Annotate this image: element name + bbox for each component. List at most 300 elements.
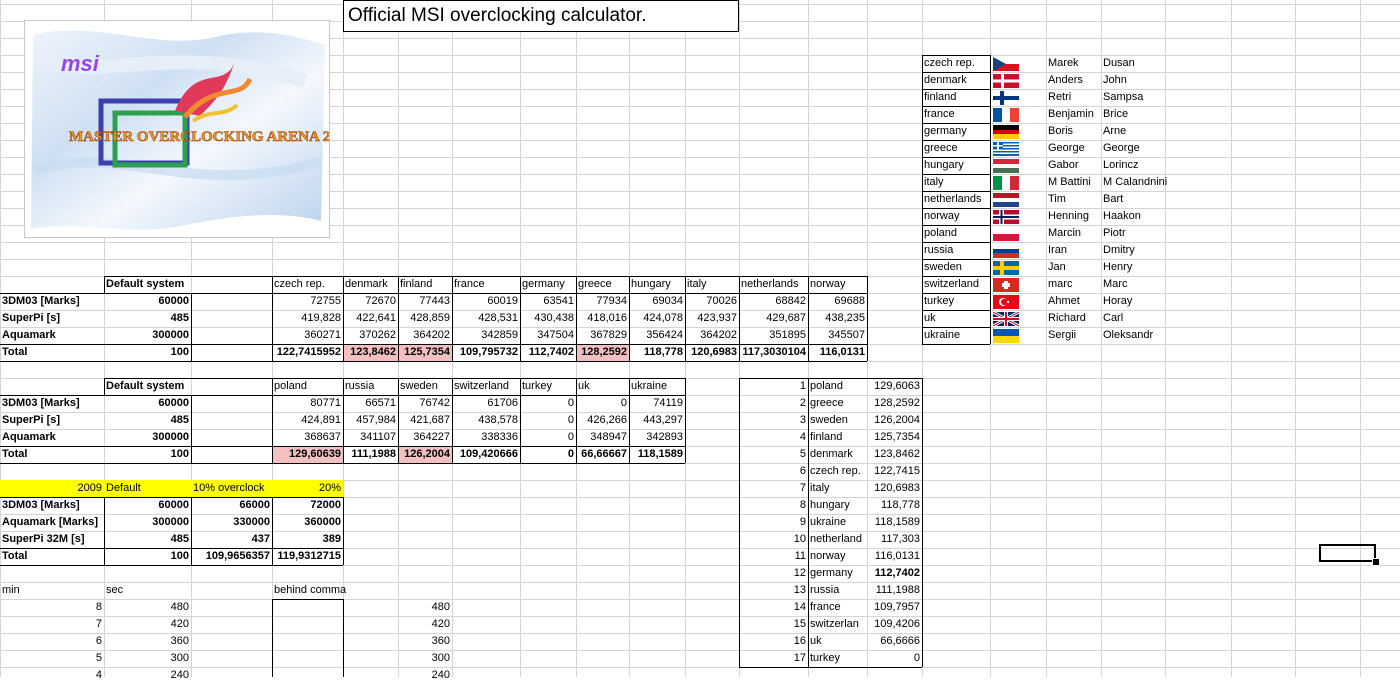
- ranking-position[interactable]: 4: [799, 431, 806, 443]
- table2-default-value[interactable]: 300000: [152, 431, 189, 443]
- ranking-score[interactable]: 111,1988: [875, 584, 920, 596]
- poland-flag-icon: [993, 227, 1019, 241]
- table-border: [272, 497, 273, 565]
- teams-border: [922, 55, 923, 344]
- team-member-2[interactable]: Dusan: [1103, 57, 1135, 69]
- table-border: [104, 378, 105, 395]
- ranking-country[interactable]: denmark: [810, 448, 853, 460]
- table1-value[interactable]: 69034: [652, 295, 683, 307]
- table1-row-label[interactable]: Total: [2, 346, 28, 358]
- team-member-2[interactable]: Carl: [1103, 312, 1124, 324]
- ranking-position[interactable]: 5: [799, 448, 806, 460]
- table2-row-label[interactable]: SuperPi [s]: [2, 414, 61, 426]
- team-country[interactable]: uk: [924, 312, 936, 324]
- table1-value[interactable]: 68842: [775, 295, 806, 307]
- ranking-position[interactable]: 7: [799, 482, 806, 494]
- table1-header-default[interactable]: Default system: [106, 278, 185, 290]
- team-country[interactable]: denmark: [924, 74, 967, 86]
- time-min-value[interactable]: 7: [95, 618, 102, 630]
- team-member-1[interactable]: Anders: [1048, 74, 1083, 86]
- team-member-1[interactable]: Boris: [1048, 125, 1074, 137]
- time-header-min[interactable]: min: [2, 584, 20, 596]
- table-border: [191, 293, 192, 361]
- ranking-score[interactable]: 117,303: [881, 533, 920, 545]
- ranking-score[interactable]: 109,4206: [874, 618, 920, 630]
- ranking-border: [808, 378, 809, 667]
- table1-value[interactable]: 77443: [419, 295, 450, 307]
- table3-row-label[interactable]: Total: [2, 550, 28, 562]
- ranking-border: [739, 378, 922, 379]
- table-border: [520, 378, 521, 463]
- time-header-sec[interactable]: sec: [106, 584, 124, 596]
- team-member-1[interactable]: Iran: [1048, 244, 1067, 256]
- table2-value[interactable]: 118,1589: [637, 448, 683, 460]
- table1-value[interactable]: 419,828: [301, 312, 341, 324]
- time-right-value[interactable]: 420: [431, 618, 450, 630]
- table2-value[interactable]: 342893: [646, 431, 683, 443]
- ranking-country[interactable]: hungary: [810, 499, 850, 511]
- table1-header-country[interactable]: finland: [400, 278, 433, 290]
- table2-value[interactable]: 0: [567, 431, 574, 443]
- ranking-position[interactable]: 12: [793, 567, 806, 579]
- table-border: [0, 548, 343, 549]
- table3-row-label[interactable]: 3DM03 [Marks]: [2, 499, 80, 511]
- teams-border: [922, 140, 990, 141]
- table3-value[interactable]: 100: [170, 550, 189, 562]
- teams-border: [922, 157, 990, 158]
- ranking-score[interactable]: 0: [913, 652, 920, 664]
- table-border: [398, 378, 399, 463]
- russia-flag-icon: [993, 244, 1019, 258]
- time-header-behind-comma[interactable]: behind comma: [274, 584, 347, 596]
- team-member-1[interactable]: Tim: [1048, 193, 1066, 205]
- team-member-1[interactable]: Retri: [1048, 91, 1072, 103]
- hungary-flag-icon: [993, 159, 1019, 173]
- table2-value[interactable]: 61706: [487, 397, 518, 409]
- time-right-value[interactable]: 480: [431, 601, 450, 613]
- fill-handle[interactable]: [1372, 558, 1380, 566]
- table1-value[interactable]: 117,3030104: [742, 346, 806, 358]
- table2-default-value[interactable]: 100: [170, 448, 189, 460]
- table1-default-value[interactable]: 100: [170, 346, 189, 358]
- netherlands-flag-icon: [993, 193, 1019, 207]
- team-member-1[interactable]: Henning: [1048, 210, 1089, 222]
- table1-header-country[interactable]: germany: [522, 278, 565, 290]
- table1-value[interactable]: 360271: [304, 329, 341, 341]
- table2-row-label[interactable]: Aquamark: [2, 431, 56, 443]
- table1-value[interactable]: 77934: [596, 295, 627, 307]
- table-border: [576, 378, 577, 463]
- table-border: [343, 378, 344, 463]
- table3-header-10[interactable]: 10% overclock: [191, 480, 272, 497]
- table1-value[interactable]: 112,7402: [528, 346, 574, 358]
- table1-value[interactable]: 424,078: [643, 312, 683, 324]
- teams-border: [922, 106, 990, 107]
- table1-row-label[interactable]: 3DM03 [Marks]: [2, 295, 80, 307]
- team-country[interactable]: czech rep.: [924, 57, 975, 69]
- table3-value[interactable]: 389: [322, 533, 341, 545]
- table2-header-country[interactable]: switzerland: [454, 380, 510, 392]
- table3-value[interactable]: 60000: [158, 499, 189, 511]
- table2-value[interactable]: 109,420666: [459, 448, 518, 460]
- table1-value[interactable]: 356424: [646, 329, 683, 341]
- table1-value[interactable]: 423,937: [697, 312, 737, 324]
- time-right-value[interactable]: 240: [431, 669, 450, 681]
- ranking-country[interactable]: poland: [810, 380, 844, 392]
- table2-value[interactable]: 338336: [481, 431, 518, 443]
- table1-value[interactable]: 438,235: [825, 312, 865, 324]
- table2-value[interactable]: 443,297: [643, 414, 683, 426]
- teams-border: [922, 293, 990, 294]
- ranking-score[interactable]: 128,2592: [874, 397, 920, 409]
- team-country[interactable]: turkey: [924, 295, 954, 307]
- team-member-2[interactable]: John: [1103, 74, 1127, 86]
- table2-row-label[interactable]: Total: [2, 448, 28, 460]
- table1-value[interactable]: 69688: [834, 295, 865, 307]
- table2-default-value[interactable]: 485: [170, 414, 189, 426]
- team-country[interactable]: hungary: [924, 159, 964, 171]
- table2-value[interactable]: 66571: [365, 397, 396, 409]
- ranking-score[interactable]: 109,7957: [874, 601, 920, 613]
- time-sec-value[interactable]: 420: [170, 618, 189, 630]
- time-min-value[interactable]: 8: [95, 601, 102, 613]
- team-country[interactable]: russia: [924, 244, 954, 256]
- table1-value[interactable]: 351895: [769, 329, 806, 341]
- table1-value[interactable]: 72755: [310, 295, 341, 307]
- table-border: [739, 276, 740, 361]
- table1-value[interactable]: 342859: [481, 329, 518, 341]
- teams-border: [922, 55, 990, 56]
- team-member-2[interactable]: Sampsa: [1103, 91, 1144, 103]
- italy-flag-icon: [993, 176, 1019, 190]
- table-border: [104, 276, 867, 277]
- table1-value[interactable]: 109,795732: [459, 346, 518, 358]
- team-country[interactable]: italy: [924, 176, 944, 188]
- ranking-position[interactable]: 8: [799, 499, 806, 511]
- table2-value[interactable]: 364227: [413, 431, 450, 443]
- table1-header-country[interactable]: hungary: [631, 278, 671, 290]
- team-member-2[interactable]: Brice: [1103, 108, 1129, 120]
- ranking-country[interactable]: sweden: [810, 414, 848, 426]
- ranking-country[interactable]: norway: [810, 550, 846, 562]
- table2-row-label[interactable]: 3DM03 [Marks]: [2, 397, 80, 409]
- table1-value[interactable]: 118,778: [643, 346, 683, 358]
- ranking-country[interactable]: czech rep.: [810, 465, 861, 477]
- table3-value[interactable]: 119,9312715: [277, 550, 341, 562]
- teams-border: [922, 259, 990, 260]
- time-sec-value[interactable]: 300: [170, 652, 189, 664]
- ranking-country[interactable]: germany: [810, 567, 853, 579]
- ranking-country[interactable]: france: [810, 601, 841, 613]
- table1-value[interactable]: 370262: [359, 329, 396, 341]
- table1-header-country[interactable]: france: [454, 278, 485, 290]
- table1-value[interactable]: 430,438: [534, 312, 574, 324]
- table3-value[interactable]: 485: [170, 533, 189, 545]
- table2-value[interactable]: 424,891: [301, 414, 341, 426]
- table3-value[interactable]: 360000: [304, 516, 341, 528]
- table1-value[interactable]: 120,6983: [691, 346, 737, 358]
- finland-flag-icon: [993, 91, 1019, 105]
- ranking-position[interactable]: 3: [799, 414, 806, 426]
- ranking-country[interactable]: russia: [810, 584, 840, 596]
- table3-year[interactable]: 2009: [0, 480, 104, 497]
- table1-value[interactable]: 364202: [700, 329, 737, 341]
- table3-value[interactable]: 72000: [310, 499, 341, 511]
- team-member-2[interactable]: Oleksandr: [1103, 329, 1154, 341]
- table2-value[interactable]: 0: [567, 414, 574, 426]
- time-min-value[interactable]: 4: [95, 669, 102, 681]
- table2-value[interactable]: 0: [567, 397, 574, 409]
- table2-header-country[interactable]: sweden: [400, 380, 438, 392]
- teams-border: [922, 123, 990, 124]
- ranking-border: [922, 378, 923, 667]
- czech-flag-icon: [993, 57, 1019, 71]
- ranking-score[interactable]: 112,7402: [874, 567, 920, 579]
- table1-value[interactable]: 60019: [487, 295, 518, 307]
- team-member-2[interactable]: Haakon: [1103, 210, 1141, 222]
- team-member-1[interactable]: Benjamin: [1048, 108, 1094, 120]
- table1-value[interactable]: 428,859: [410, 312, 450, 324]
- table2-value[interactable]: 74119: [653, 397, 683, 409]
- ranking-score[interactable]: 116,0131: [874, 550, 920, 562]
- table1-value[interactable]: 428,531: [478, 312, 518, 324]
- time-right-value[interactable]: 360: [431, 635, 450, 647]
- table2-value[interactable]: 348947: [590, 431, 627, 443]
- table1-value[interactable]: 72670: [365, 295, 396, 307]
- team-member-1[interactable]: Marcin: [1048, 227, 1082, 239]
- table2-default-value[interactable]: 60000: [158, 397, 189, 409]
- team-member-1[interactable]: Richard: [1048, 312, 1086, 324]
- team-member-1[interactable]: Gabor: [1048, 159, 1079, 171]
- ranking-position[interactable]: 2: [799, 397, 806, 409]
- ranking-position[interactable]: 9: [799, 516, 806, 528]
- ranking-score[interactable]: 120,6983: [874, 482, 920, 494]
- team-country[interactable]: norway: [924, 210, 960, 222]
- ranking-score[interactable]: 126,2004: [874, 414, 920, 426]
- table2-value[interactable]: 438,578: [478, 414, 518, 426]
- table2-value[interactable]: 457,984: [356, 414, 396, 426]
- ranking-score[interactable]: 123,8462: [874, 448, 920, 460]
- table1-value[interactable]: 70026: [706, 295, 737, 307]
- ranking-score[interactable]: 122,7415: [874, 465, 920, 477]
- ranking-score[interactable]: 118,1589: [874, 516, 920, 528]
- table1-header-country[interactable]: italy: [687, 278, 707, 290]
- table1-row-label[interactable]: Aquamark: [2, 329, 56, 341]
- ranking-score[interactable]: 125,7354: [874, 431, 920, 443]
- table3-row-label[interactable]: SuperPi 32M [s]: [2, 533, 85, 545]
- table1-value[interactable]: 116,0131: [819, 346, 865, 358]
- page-title[interactable]: Official MSI overclocking calculator.: [343, 0, 739, 32]
- ranking-score[interactable]: 129,6063: [874, 380, 920, 392]
- table1-value[interactable]: 123,8462: [343, 344, 398, 361]
- team-member-2[interactable]: Dmitry: [1103, 244, 1135, 256]
- teams-border: [922, 327, 990, 328]
- ranking-country[interactable]: uk: [810, 635, 822, 647]
- team-member-1[interactable]: Marek: [1048, 57, 1079, 69]
- msi-brand-text: msi: [61, 51, 99, 76]
- ranking-score[interactable]: 118,778: [881, 499, 920, 511]
- ranking-country[interactable]: netherland: [810, 533, 862, 545]
- table1-value[interactable]: 128,2592: [576, 344, 629, 361]
- table-border: [104, 497, 105, 565]
- team-member-2[interactable]: George: [1103, 142, 1140, 154]
- teams-border: [922, 191, 990, 192]
- ranking-country[interactable]: finland: [810, 431, 843, 443]
- team-member-2[interactable]: Lorincz: [1103, 159, 1139, 171]
- table1-default-value[interactable]: 485: [170, 312, 189, 324]
- ranking-country[interactable]: turkey: [810, 652, 840, 664]
- ranking-position[interactable]: 6: [799, 465, 806, 477]
- team-country[interactable]: germany: [924, 125, 967, 137]
- msi-logo-image[interactable]: [24, 20, 330, 238]
- ranking-country[interactable]: italy: [810, 482, 830, 494]
- team-member-2[interactable]: Bart: [1103, 193, 1124, 205]
- teams-border: [922, 72, 990, 73]
- time-right-value[interactable]: 300: [431, 652, 450, 664]
- table1-value[interactable]: 367829: [590, 329, 627, 341]
- table1-value[interactable]: 122,7415952: [276, 346, 341, 358]
- ranking-score[interactable]: 66,6666: [880, 635, 920, 647]
- team-member-1[interactable]: George: [1048, 142, 1085, 154]
- team-country[interactable]: france: [924, 108, 955, 120]
- table1-value[interactable]: 364202: [413, 329, 450, 341]
- table2-header-country[interactable]: russia: [345, 380, 375, 392]
- ukraine-flag-icon: [993, 329, 1019, 343]
- table2-value[interactable]: 426,266: [587, 414, 627, 426]
- norway-flag-icon: [993, 210, 1019, 224]
- table-border: [272, 276, 273, 361]
- table-border: [343, 276, 344, 361]
- ranking-position[interactable]: 13: [793, 584, 806, 596]
- table-border: [0, 361, 867, 362]
- table2-header-country[interactable]: poland: [274, 380, 308, 392]
- ranking-position[interactable]: 15: [793, 618, 806, 630]
- time-min-value[interactable]: 5: [95, 652, 102, 664]
- table2-header-default[interactable]: Default system: [106, 380, 185, 392]
- table-border: [0, 497, 343, 498]
- ranking-country[interactable]: greece: [810, 397, 844, 409]
- table1-row-label[interactable]: SuperPi [s]: [2, 312, 61, 324]
- table1-default-value[interactable]: 60000: [158, 295, 189, 307]
- time-min-value[interactable]: 6: [95, 635, 102, 647]
- table3-value[interactable]: 330000: [233, 516, 270, 528]
- table3-header-20[interactable]: 20%: [272, 480, 343, 497]
- team-member-1[interactable]: M Battini: [1048, 176, 1091, 188]
- team-member-1[interactable]: Ahmet: [1048, 295, 1080, 307]
- table1-header-country[interactable]: czech rep.: [274, 278, 325, 290]
- ranking-position[interactable]: 11: [794, 550, 806, 562]
- table2-value[interactable]: 66,66667: [581, 448, 627, 460]
- team-country[interactable]: sweden: [924, 261, 962, 273]
- active-cell-selection[interactable]: [1319, 544, 1376, 562]
- ranking-border: [739, 378, 740, 667]
- table-border: [0, 463, 685, 464]
- team-member-1[interactable]: Jan: [1048, 261, 1066, 273]
- team-country[interactable]: finland: [924, 91, 957, 103]
- table2-header-country[interactable]: turkey: [522, 380, 552, 392]
- table3-value[interactable]: 437: [251, 533, 270, 545]
- table-border: [452, 378, 453, 463]
- france-flag-icon: [993, 108, 1019, 122]
- table2-header-country[interactable]: uk: [578, 380, 590, 392]
- table2-value[interactable]: 421,687: [410, 414, 450, 426]
- table3-value[interactable]: 66000: [239, 499, 270, 511]
- table1-value[interactable]: 422,641: [356, 312, 396, 324]
- ranking-position[interactable]: 17: [793, 652, 806, 664]
- team-country[interactable]: greece: [924, 142, 958, 154]
- time-sec-value[interactable]: 240: [170, 669, 189, 681]
- table2-value[interactable]: 0: [567, 448, 574, 460]
- ranking-position[interactable]: 10: [793, 533, 806, 545]
- table-border: [191, 395, 192, 463]
- table3-value[interactable]: 109,9656357: [205, 550, 270, 562]
- table1-header-country[interactable]: denmark: [345, 278, 388, 290]
- team-member-2[interactable]: Piotr: [1103, 227, 1126, 239]
- table1-value[interactable]: 345507: [828, 329, 865, 341]
- table1-value[interactable]: 347504: [537, 329, 574, 341]
- team-member-1[interactable]: marc: [1048, 278, 1073, 290]
- table3-row-label[interactable]: Aquamark [Marks]: [2, 516, 98, 528]
- team-member-1[interactable]: Sergii: [1048, 329, 1077, 341]
- ranking-country[interactable]: ukraine: [810, 516, 847, 528]
- table-border: [343, 599, 344, 677]
- table2-value[interactable]: 76742: [419, 397, 450, 409]
- time-sec-value[interactable]: 360: [170, 635, 189, 647]
- table2-header-country[interactable]: ukraine: [631, 380, 668, 392]
- table-border: [0, 293, 867, 294]
- table2-value[interactable]: 80771: [310, 397, 341, 409]
- table2-value[interactable]: 341107: [360, 431, 396, 443]
- table2-value[interactable]: 129,60639: [272, 446, 343, 463]
- table2-value[interactable]: 0: [620, 397, 627, 409]
- table1-header-country[interactable]: greece: [578, 278, 612, 290]
- uk-flag-icon: [993, 312, 1019, 326]
- denmark-flag-icon: [993, 74, 1019, 88]
- team-member-2[interactable]: Horay: [1103, 295, 1133, 307]
- table1-value[interactable]: 125,7354: [398, 344, 452, 361]
- team-member-2[interactable]: Marc: [1103, 278, 1128, 290]
- team-country[interactable]: ukraine: [924, 329, 961, 341]
- table3-value[interactable]: 300000: [152, 516, 189, 528]
- table1-default-value[interactable]: 300000: [152, 329, 189, 341]
- ranking-position[interactable]: 1: [799, 380, 806, 392]
- time-sec-value[interactable]: 480: [170, 601, 189, 613]
- ranking-country[interactable]: switzerlan: [810, 618, 859, 630]
- ranking-position[interactable]: 16: [793, 635, 806, 647]
- table2-value[interactable]: 126,2004: [398, 446, 452, 463]
- table1-value[interactable]: 418,016: [587, 312, 627, 324]
- table-border: [576, 276, 577, 361]
- teams-border: [922, 208, 990, 209]
- team-country[interactable]: netherlands: [924, 193, 982, 205]
- table1-header-country[interactable]: norway: [810, 278, 846, 290]
- table-border: [272, 378, 273, 463]
- team-member-2[interactable]: Arne: [1103, 125, 1127, 137]
- table1-value[interactable]: 63541: [543, 295, 574, 307]
- team-country[interactable]: poland: [924, 227, 958, 239]
- team-country[interactable]: switzerland: [924, 278, 980, 290]
- team-member-2[interactable]: Henry: [1103, 261, 1133, 273]
- table2-value[interactable]: 111,1988: [351, 448, 396, 460]
- table-border: [0, 565, 343, 566]
- table1-value[interactable]: 429,687: [766, 312, 806, 324]
- table1-header-country[interactable]: netherlands: [741, 278, 799, 290]
- table2-value[interactable]: 368637: [304, 431, 341, 443]
- team-member-2[interactable]: M Calandnini: [1103, 176, 1168, 188]
- teams-border: [922, 174, 990, 175]
- ranking-position[interactable]: 14: [793, 601, 806, 613]
- table3-header-default[interactable]: Default: [104, 480, 191, 497]
